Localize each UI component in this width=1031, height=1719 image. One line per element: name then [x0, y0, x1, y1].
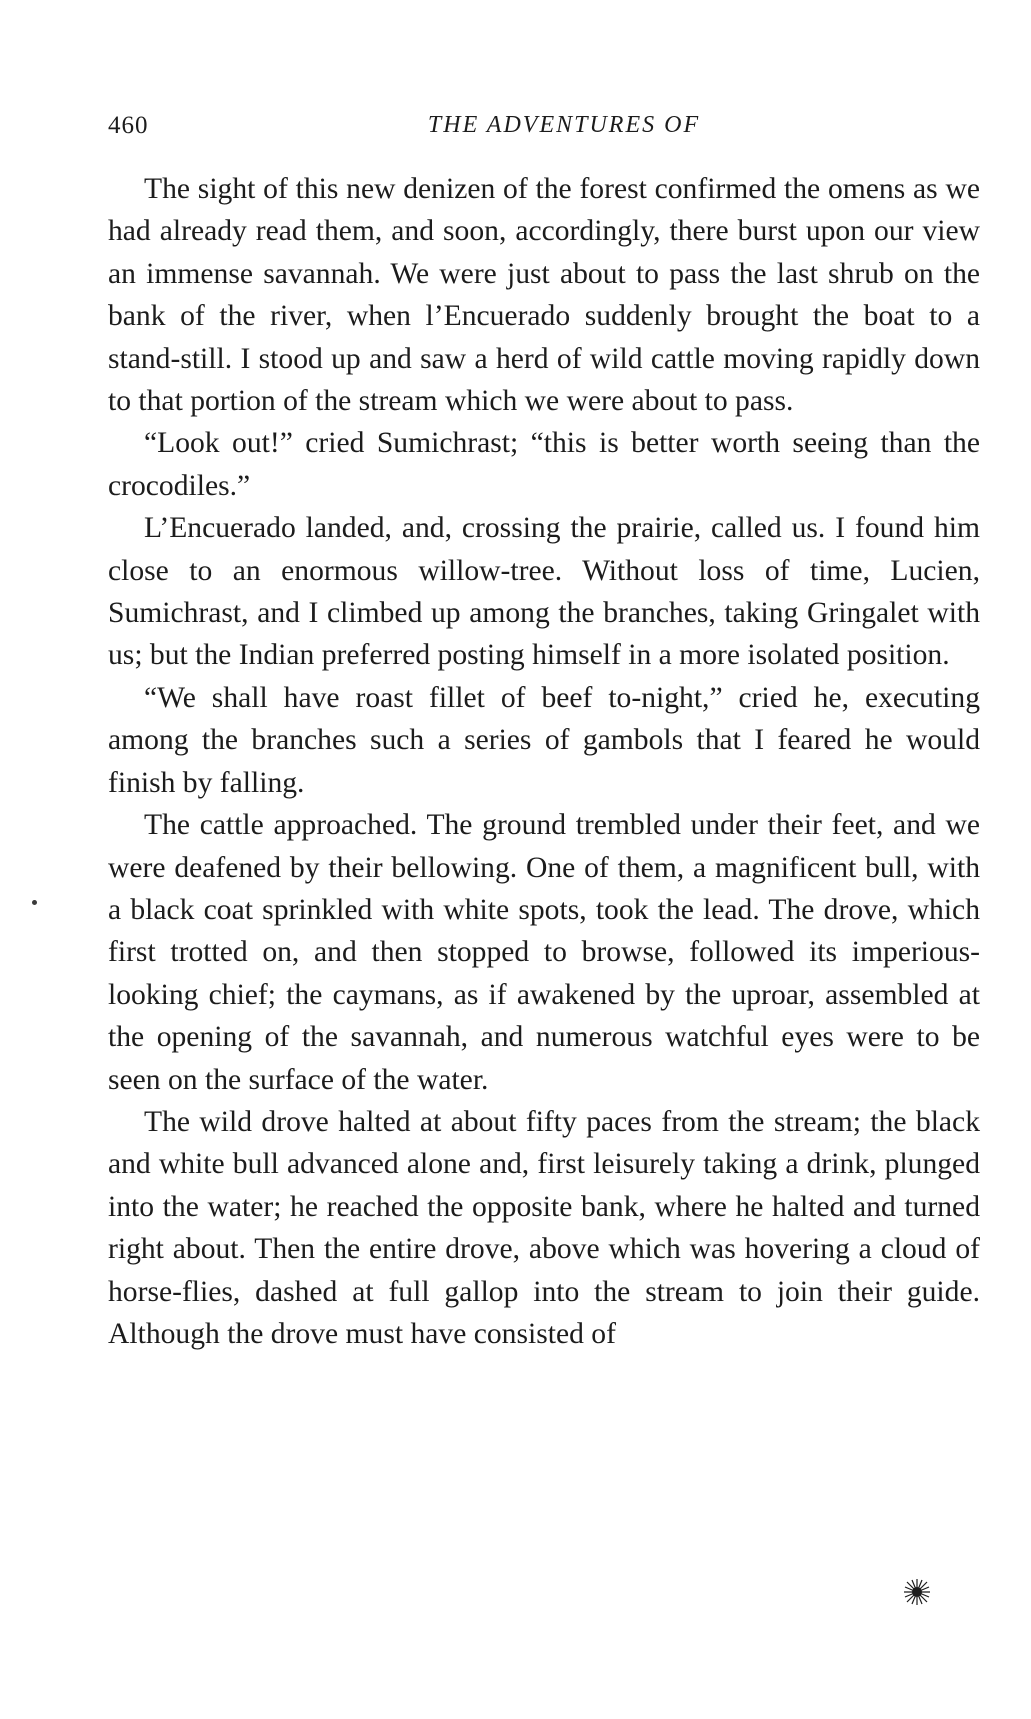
- paragraph: The wild drove halted at about fifty paces from the stream; the black and white bull advanced alone and, first leisurely taking a drink, plunged into the water; he reached the opposite bank, where he halted and turned right about. Then the entire drove, above which was hovering a cloud of horse-flies, dashed at full gallop into the stream to join their guide. Although the drove must have consisted of: [108, 1105, 980, 1350]
- paragraph: The cattle approached. The ground trembled under their feet, and we were deafened by their bellowing. One of them, a magnificent bull, with a black coat sprinkled with white spots, took the lead. The drove, which first trotted on, and then stopped to browse, followed its imperious-looking chief; the caymans, as if awakened by the uproar, assembled at the opening of the savannah, and numerous watchful eyes were to be seen on the surface of the water.: [108, 809, 980, 1096]
- body-text: [108, 168, 980, 1355]
- paragraph: The sight of this new denizen of the forest confirmed the omens as we had already read them, and soon, accordingly, there burst upon our view an immense savannah. We were just about to pass the last shrub on the bank of the river, when l’Encuerado suddenly brought the boat to a stand-still. I stood up and saw a herd of wild cattle moving rapidly down to that portion of the stream which we were about to pass.: [108, 173, 980, 418]
- page-number: 460: [108, 112, 149, 139]
- running-head: [108, 112, 980, 148]
- running-title: THE ADVENTURES OF: [427, 112, 701, 138]
- ink-speck: [32, 900, 37, 905]
- paragraph: L’Encuerado landed, and, crossing the prairie, called us. I found him close to an enormous willow-tree. Without loss of time, Lucien, Sumichrast, and I climbed up among the branches, taking Gringalet with us; but the Indian preferred posting himself in a more isolated position.: [108, 512, 980, 672]
- paragraph: “Look out!” cried Sumichrast; “this is better worth seeing than the crocodiles.”: [108, 427, 980, 502]
- paragraph: “We shall have roast fillet of beef to-night,” cried he, executing among the branches such a series of gambols that I feared he would finish by falling.: [108, 681, 980, 799]
- star-burst-icon: [903, 1578, 931, 1606]
